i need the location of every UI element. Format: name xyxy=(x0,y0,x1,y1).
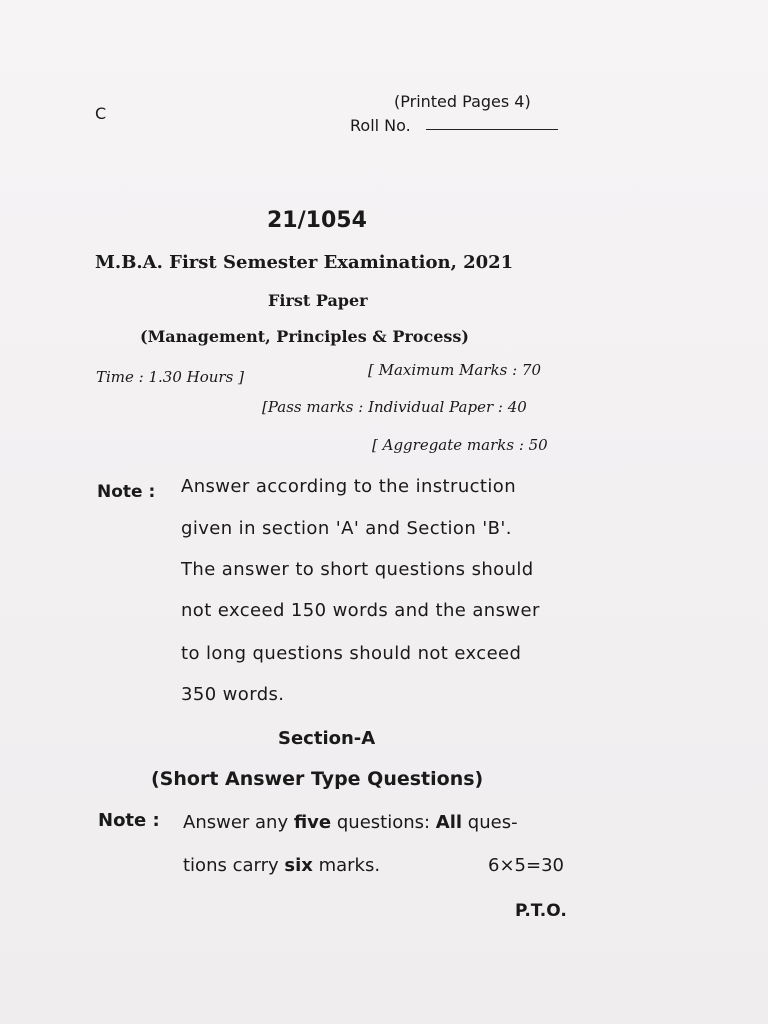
section-a-note-line xyxy=(183,855,380,876)
aggregate-marks: [ Aggregate marks : 50 xyxy=(372,436,548,454)
section-a-subheading: (Short Answer Type Questions) xyxy=(151,768,484,790)
exam-time: Time : 1.30 Hours ] xyxy=(96,368,244,386)
note-label: Note : xyxy=(97,482,156,502)
note-text: questions: xyxy=(331,812,436,833)
note-line: given in section 'A' and Section 'B'. xyxy=(181,518,512,539)
note-text: Answer any xyxy=(183,812,294,833)
maximum-marks: [ Maximum Marks : 70 xyxy=(368,361,541,379)
paper-name: First Paper xyxy=(268,291,368,310)
note-emphasis: All xyxy=(435,812,463,833)
note-line: not exceed 150 words and the answer xyxy=(181,600,540,621)
roll-number-label: Roll No. xyxy=(350,116,411,135)
please-turn-over: P.T.O. xyxy=(515,901,567,921)
paper-code: 21/1054 xyxy=(267,208,367,233)
note-emphasis: five xyxy=(293,812,332,833)
note-line: to long questions should not exceed xyxy=(181,643,522,664)
exam-title: M.B.A. First Semester Examination, 2021 xyxy=(95,252,514,273)
note-text: marks. xyxy=(312,855,381,876)
note-emphasis: six xyxy=(284,855,313,876)
series-code: C xyxy=(95,104,107,123)
paper-subject: (Management, Principles & Process) xyxy=(140,327,469,346)
note-line: The answer to short questions should xyxy=(181,559,534,580)
section-a-note-line xyxy=(183,812,518,833)
note-text: tions carry xyxy=(183,855,285,876)
roll-number-blank-line xyxy=(426,129,558,130)
note-text: ques- xyxy=(462,812,518,833)
printed-pages: (Printed Pages 4) xyxy=(394,92,531,111)
section-a-note-label: Note : xyxy=(98,810,160,831)
section-a-heading: Section-A xyxy=(278,728,376,749)
note-line: Answer according to the instruction xyxy=(181,476,517,497)
pass-marks: [Pass marks : Individual Paper : 40 xyxy=(262,398,527,416)
marks-formula: 6×5=30 xyxy=(488,855,564,876)
note-line: 350 words. xyxy=(181,684,285,705)
